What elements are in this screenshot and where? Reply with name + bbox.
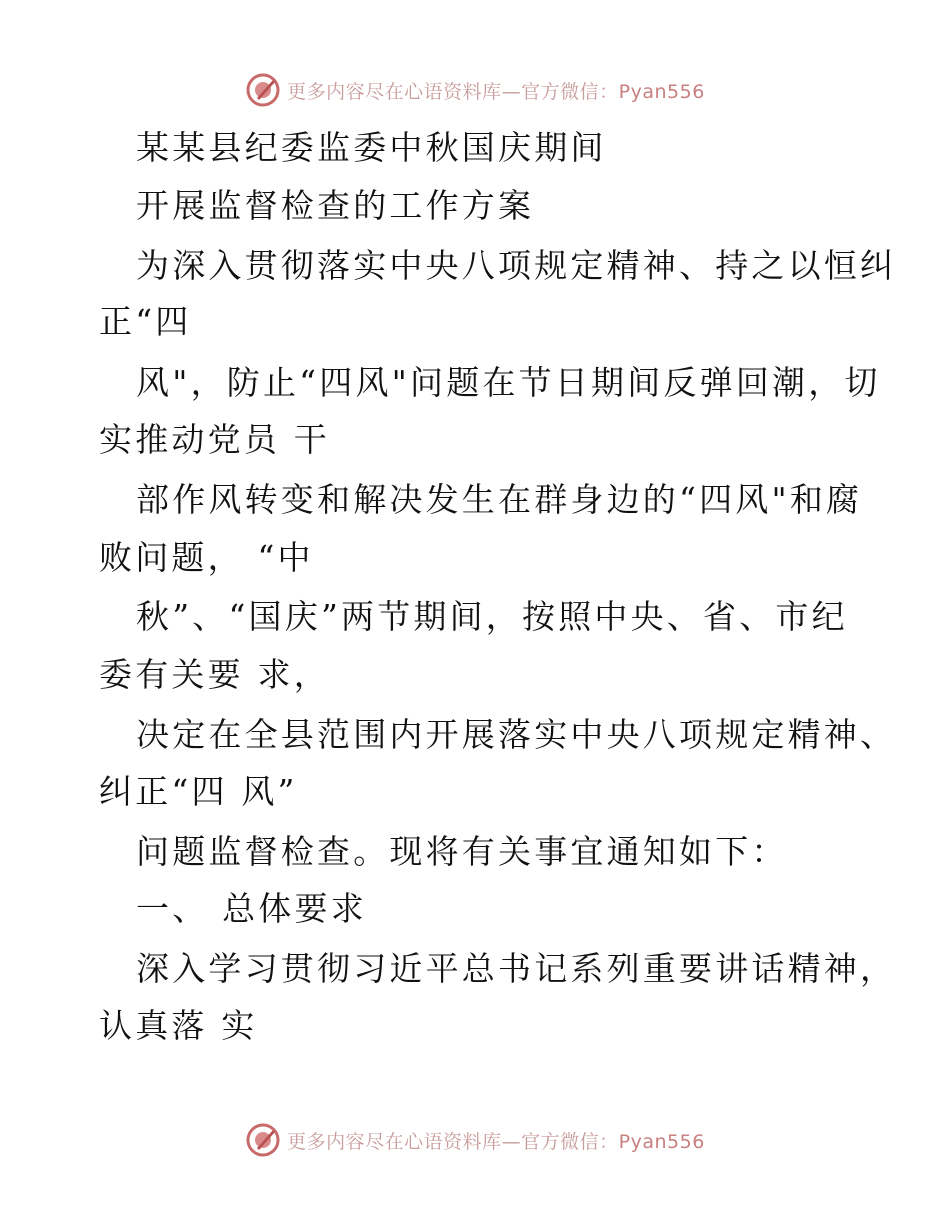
paragraph-line: 部作风转变和解决发生在群身边的“四风"和腐 <box>136 480 863 519</box>
paragraph-line: 风"，防止“四风"问题在节日期间反弹回潮，切 <box>136 363 881 402</box>
paragraph-line: 为深入贯彻落实中央八项规定精神、持之以恒纠 <box>136 246 897 285</box>
watermark-footer <box>0 1120 950 1160</box>
watermark-text: 更多内容尽在心语资料库—官方微信：Pyan556 <box>287 1130 705 1153</box>
watermark-header <box>0 70 950 110</box>
paragraph-line: 实推动党员 干 <box>99 420 330 459</box>
paragraph-line: 深入学习贯彻习近平总书记系列重要讲话精神， <box>136 949 897 988</box>
paragraph-line: 认真落 实 <box>99 1006 258 1045</box>
paragraph-line: 秋”、“国庆”两节期间，按照中央、省、市纪 <box>136 597 848 636</box>
title-line-1: 某某县纪委监委中秋国庆期间 <box>136 128 607 167</box>
watermark-text: 更多内容尽在心语资料库—官方微信：Pyan556 <box>287 80 705 103</box>
logo-icon <box>245 72 281 108</box>
logo-icon <box>245 1122 281 1158</box>
paragraph-line: 委有关要 求， <box>99 655 330 694</box>
title-line-2: 开展监督检查的工作方案 <box>136 186 535 225</box>
paragraph-line: 纠正“四 风” <box>99 772 298 811</box>
paragraph-line: 问题监督检查。现将有关事宜通知如下： <box>136 832 788 871</box>
paragraph-line: 败问题， “中 <box>99 538 314 577</box>
paragraph-line: 决定在全县范围内开展落实中央八项规定精神、 <box>136 715 897 754</box>
section-heading: 一、 总体要求 <box>136 889 367 928</box>
paragraph-line: 正“四 <box>99 302 192 341</box>
